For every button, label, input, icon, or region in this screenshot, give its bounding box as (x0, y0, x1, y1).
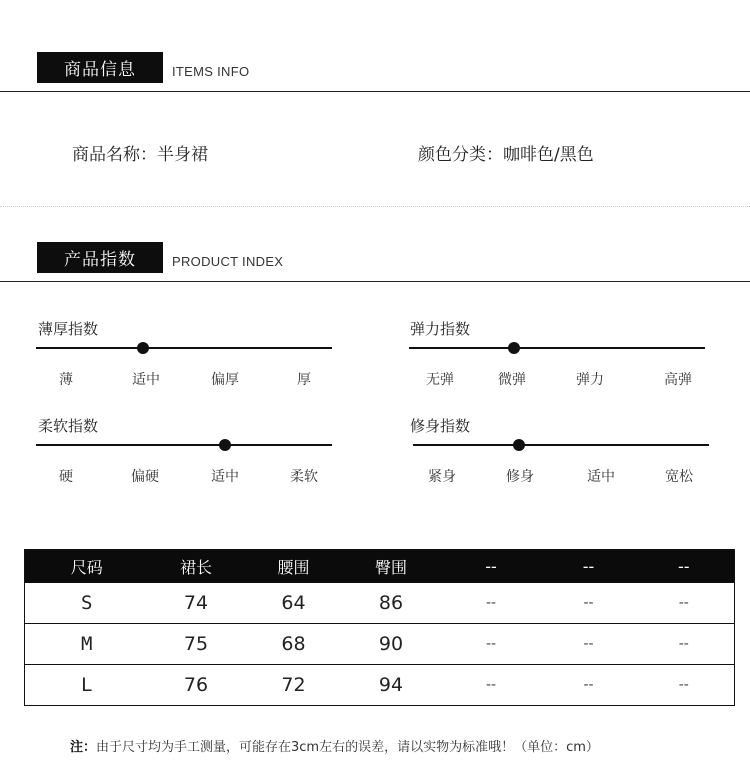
scale-tick: 紧身 (428, 469, 456, 485)
note-text: 由于尺寸均为手工测量，可能存在3cm左右的误差，请以实物为标准哦！（单位：cm） (96, 740, 599, 755)
scale-tick: 高弹 (664, 372, 692, 388)
size-table-header-cell: -- (439, 550, 544, 583)
scale-marker (513, 439, 525, 451)
table-cell: 90 (344, 624, 439, 665)
scale-tick: 宽松 (665, 469, 693, 485)
scale-title: 薄厚指数 (38, 320, 99, 338)
table-cell: 75 (149, 624, 244, 665)
size-table-header-row (25, 550, 735, 583)
table-cell: 94 (344, 665, 439, 706)
product-color (418, 140, 594, 165)
product-name (72, 140, 208, 165)
scale-marker (219, 439, 231, 451)
scale-tick: 适中 (587, 469, 615, 485)
scale-tick: 适中 (211, 469, 239, 485)
product-color-value: 咖啡色/黑色 (503, 145, 594, 165)
scale-tick: 硬 (59, 469, 73, 485)
scale-tick: 薄 (59, 372, 73, 388)
table-cell: 86 (344, 583, 439, 624)
size-table-header-cell: 裙长 (149, 550, 244, 583)
note-prefix: 注： (70, 740, 97, 755)
scale-title: 修身指数 (410, 417, 471, 435)
items-info-subtitle: ITEMS INFO (172, 64, 250, 79)
size-cell: M (25, 624, 149, 665)
scale-track (409, 347, 705, 349)
table-cell: -- (634, 583, 735, 624)
table-row (25, 665, 735, 706)
scale-track (36, 347, 332, 349)
size-table-header-cell: -- (634, 550, 735, 583)
table-row (25, 624, 735, 665)
scale-tick: 修身 (506, 469, 534, 485)
table-cell: -- (544, 665, 634, 706)
size-table-header-cell: -- (544, 550, 634, 583)
product-index-divider (0, 281, 750, 282)
scale-tick: 柔软 (290, 469, 318, 485)
table-cell: 64 (244, 583, 344, 624)
product-name-value: 半身裙 (157, 145, 208, 165)
size-table-header-cell: 臀围 (344, 550, 439, 583)
table-cell: -- (439, 624, 544, 665)
scale-tick: 弹力 (576, 372, 604, 388)
table-cell: -- (544, 583, 634, 624)
product-color-label: 颜色分类： (418, 145, 503, 165)
table-cell: -- (439, 583, 544, 624)
table-cell: 68 (244, 624, 344, 665)
items-info-divider (0, 91, 750, 92)
table-cell: -- (439, 665, 544, 706)
scale-tick: 无弹 (426, 372, 454, 388)
size-table (24, 549, 735, 706)
scale-marker (137, 342, 149, 354)
product-index-subtitle: PRODUCT INDEX (172, 254, 284, 269)
table-cell: 72 (244, 665, 344, 706)
scale-marker (508, 342, 520, 354)
section-separator (0, 206, 750, 207)
size-cell: S (25, 583, 149, 624)
table-cell: 74 (149, 583, 244, 624)
scale-title: 弹力指数 (410, 320, 471, 338)
size-cell: L (25, 665, 149, 706)
product-index-label: 产品指数 (37, 242, 163, 273)
table-cell: -- (634, 624, 735, 665)
table-cell: 76 (149, 665, 244, 706)
scale-tick: 偏硬 (131, 469, 159, 485)
size-table-header-cell: 尺码 (25, 550, 149, 583)
items-info-label: 商品信息 (37, 52, 163, 83)
scale-tick: 适中 (132, 372, 160, 388)
scale-title: 柔软指数 (38, 417, 99, 435)
size-table-header-cell: 腰围 (244, 550, 344, 583)
scale-tick: 厚 (297, 372, 311, 388)
scale-track (36, 444, 332, 446)
scale-tick: 偏厚 (211, 372, 239, 388)
table-row (25, 583, 735, 624)
product-name-label: 商品名称： (72, 145, 157, 165)
scale-track (413, 444, 709, 446)
table-cell: -- (634, 665, 735, 706)
table-cell: -- (544, 624, 634, 665)
measurement-note (70, 736, 599, 755)
scale-tick: 微弹 (498, 372, 526, 388)
